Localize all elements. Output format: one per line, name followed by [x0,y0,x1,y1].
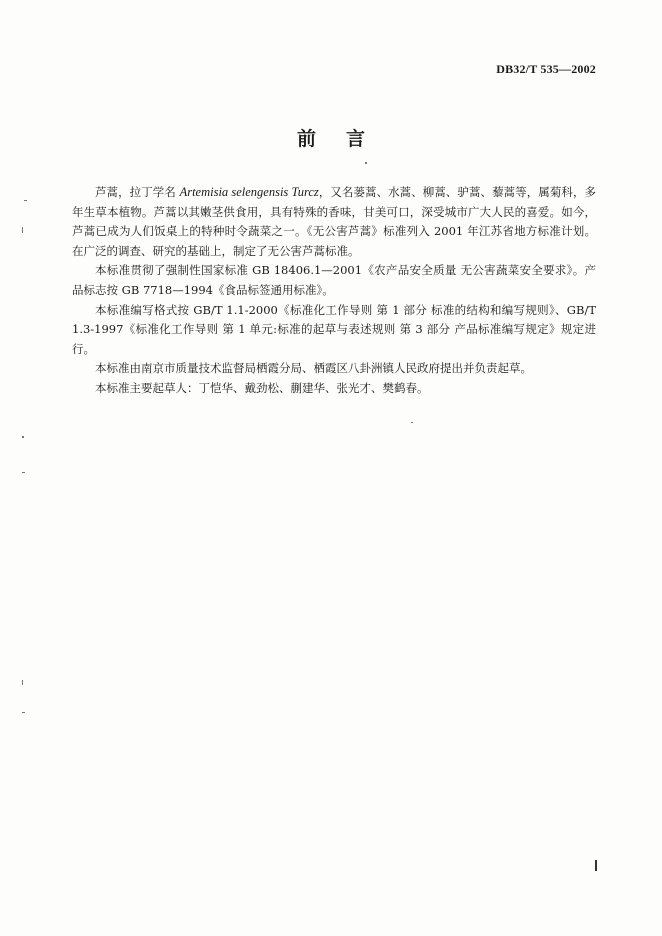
scan-mark [365,162,367,164]
scan-mark [22,227,23,233]
document-code: DB32/T 535—2002 [496,62,596,76]
paragraph-format: 本标准编写格式按 GB/T 1.1-2000《标准化工作导则 第 1 部分 标准的结构和编写规则》、GB/T 1.3-1997《标准化工作导则 第 1 单元:标准的起草与表述规则 第 3 部分 产品标准编写规定》规定进行。 [72,302,596,356]
scan-mark [24,200,27,201]
paragraph-intro [72,183,596,261]
scan-mark [22,436,24,438]
page-title: 前言 [296,128,395,150]
scan-mark [22,712,25,713]
paragraph-standards: 本标准贯彻了强制性国家标准 GB 18406.1—2001《农产品安全质量 无公害蔬菜安全要求》。产品标志按 GB 7718—1994《食品标签通用标准》。 [72,263,596,297]
scan-mark [22,680,23,685]
scan-mark [411,422,413,423]
document-body [72,183,596,399]
paragraph-intro-rest: ，又名蒌蒿、水蒿、柳蒿、驴蒿、藜蒿等，属菊科，多年生草本植物。芦蒿以其嫩茎供食用，具有特殊的香味，甘美可口，深受城市广大人民的喜爱。如今，芦蒿已成为人们饭桌上的特种时令蔬菜之一。《无公害芦蒿》标准列入 2001 年江苏省地方标准计划。在广泛的调查、研究的基础上，制定了无公害芦蒿标准。 [72,185,596,258]
page-edge-mark [595,860,597,871]
scan-mark [22,472,25,473]
paragraph-intro-start: 芦蒿，拉丁学名 [95,185,180,199]
paragraph-drafting-unit: 本标准由南京市质量技术监督局栖霞分局、栖霞区八卦洲镇人民政府提出并负责起草。 [95,361,532,376]
latin-name: Artemisia selengensis Turcz [179,185,319,199]
paragraph-drafters: 本标准主要起草人：丁恺华、戴劲松、蒯建华、张光才、樊鹤春。 [95,380,429,395]
